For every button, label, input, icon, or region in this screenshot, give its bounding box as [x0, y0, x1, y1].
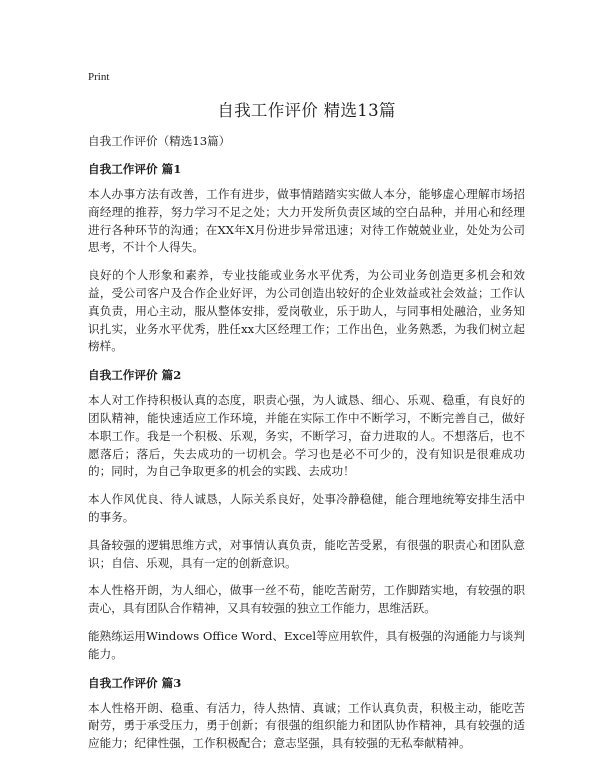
section-2	[88, 366, 525, 663]
section-heading: 自我工作评价 篇3	[88, 675, 182, 690]
paragraph: 良好的个人形象和素养，专业技能或业务水平优秀，为公司业务创造更多机会和效益，受公司客户及合作企业好评，为公司创造出较好的企业效益或社会效益；工作认真负责，用心主动，服从整体安排，爱岗敬业，乐于助人，与同事相处融洽，业务知识扎实，业务水平优秀，胜任xx大区经理工作；工作出色，业务熟悉，为我们树立起榜样。	[88, 268, 525, 354]
paragraph: 本人性格开朗、稳重、有活力，待人热情、真诚；工作认真负责，积极主动，能吃苦耐劳，勇于承受压力，勇于创新；有很强的组织能力和团队协作精神，具有较强的适应能力；纪律性强，工作积极配合；意志坚强，具有较强的无私奉献精神。	[88, 700, 525, 751]
document-subtitle: 自我工作评价（精选13篇）	[88, 134, 231, 148]
paragraph: 本人对工作持积极认真的态度，职责心强，为人诚恳、细心、乐观、稳重，有良好的团队精神，能快速适应工作环境，并能在实际工作中不断学习，不断完善自己，做好本职工作。我是一个积极、乐观，务实，不断学习，奋力进取的人。不想落后，也不愿落后；落后，失去成功的一切机会。学习也是必不可少的，没有知识是很难成功的；同时，为自己争取更多的机会的实践、去成功！	[88, 393, 525, 479]
section-1	[88, 160, 525, 356]
document-title: 自我工作评价 精选13篇	[217, 101, 396, 120]
paragraph: 本人作风优良、待人诚恳，人际关系良好，处事冷静稳健，能合理地统筹安排生活中的事务。	[88, 492, 525, 524]
section-3	[88, 674, 525, 753]
print-link[interactable]: Print	[88, 71, 110, 83]
paragraph: 能熟练运用Windows Office Word、Excel等应用软件，具有极强的沟通能力与谈判能力。	[88, 628, 525, 661]
paragraph: 本人性格开朗，为人细心，做事一丝不苟，能吃苦耐劳，工作脚踏实地，有较强的职责心，具有团队合作精神，又具有较强的独立工作能力，思维活跃。	[88, 583, 525, 616]
section-heading: 自我工作评价 篇2	[88, 368, 182, 383]
section-heading: 自我工作评价 篇1	[88, 162, 182, 176]
paragraph: 具备较强的逻辑思维方式，对事情认真负责，能吃苦受累，有很强的职责心和团队意识；自信、乐观，具有一定的创新意识。	[88, 537, 525, 570]
document-page	[88, 70, 525, 763]
paragraph: 本人办事方法有改善，工作有进步，做事情踏踏实实做人本分，能够虚心理解市场招商经理的推荐，努力学习不足之处；大力开发所负责区域的空白品种，并用心和经理进行各种环节的沟通；在XX年X月份进步异常迅速；对待工作兢兢业业，处处为公司思考，不计个人得失。	[88, 187, 525, 255]
